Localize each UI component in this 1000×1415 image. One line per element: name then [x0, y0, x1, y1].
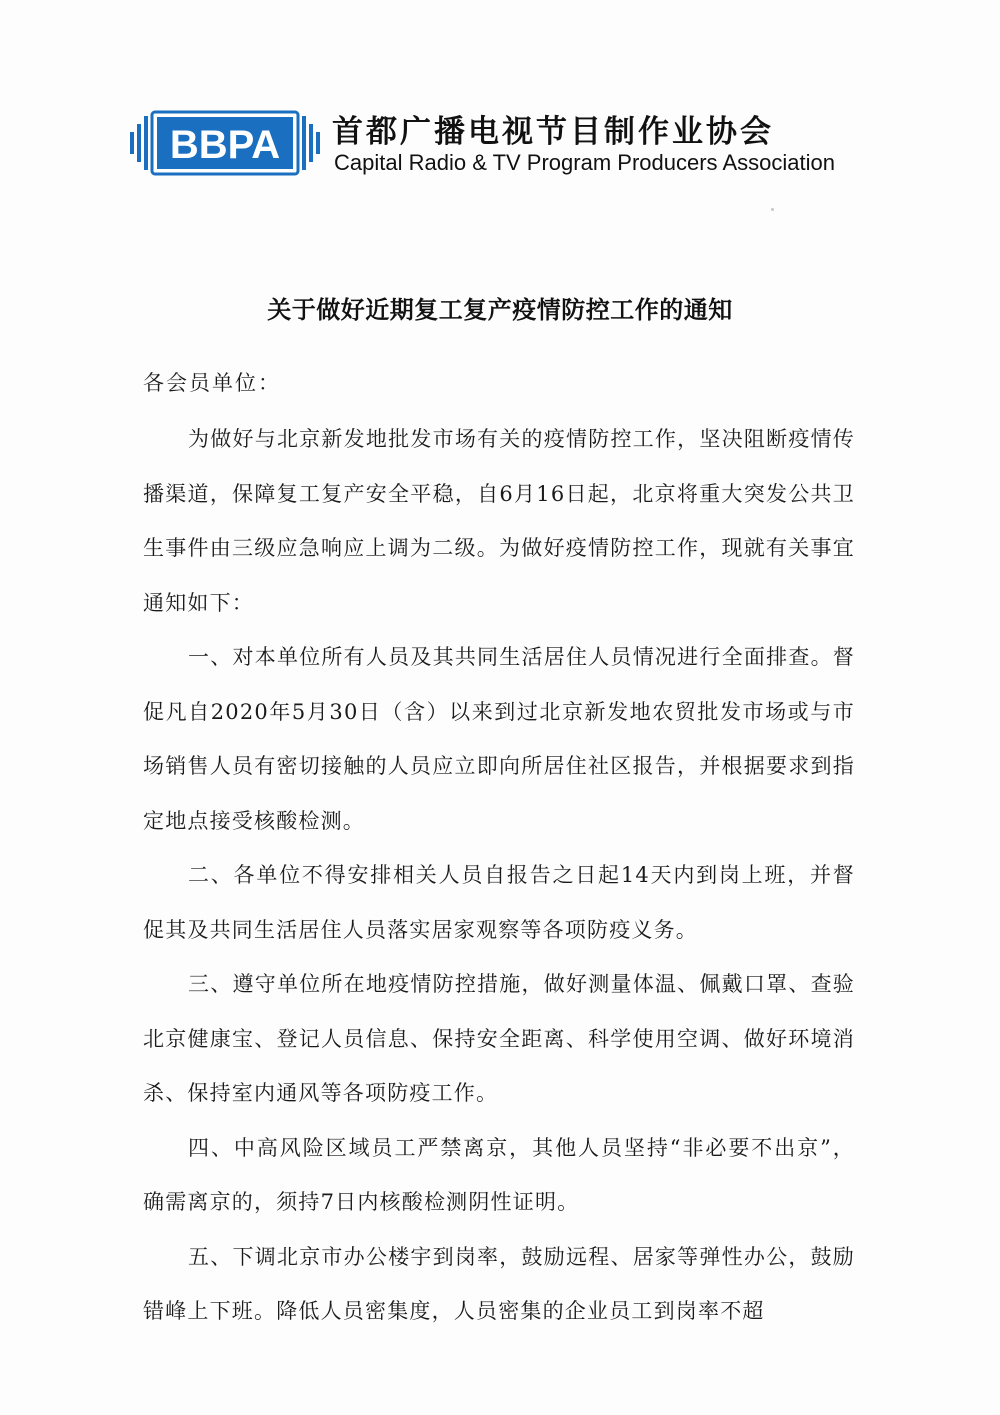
paragraph-item-3: 三、遵守单位所在地疫情防控措施，做好测量体温、佩戴口罩、查验北京健康宝、登记人员信息、保持安全距离、科学使用空调、做好环境消杀、保持室内通风等各项防疫工作。	[143, 972, 855, 1105]
document-title: 关于做好近期复工复产疫情防控工作的通知	[267, 296, 733, 324]
paragraph-item-4: 四、中高风险区域员工严禁离京，其他人员坚持“非必要不出京”，确需离京的，须持7日内核酸检测阴性证明。	[143, 1135, 855, 1214]
paragraph-intro: 为做好与北京新发地批发市场有关的疫情防控工作，坚决阻断疫情传播渠道，保障复工复产安全平稳，自6月16日起，北京将重大突发公共卫生事件由三级应急响应上调为二级。为做好疫情防控工作，现就有关事宜通知如下：	[143, 427, 855, 615]
paragraph-item-1: 一、对本单位所有人员及其共同生活居住人员情况进行全面排查。督促凡自2020年5月30日（含）以来到过北京新发地农贸批发市场或与市场销售人员有密切接触的人员应立即向所居住社区报告，并根据要求到指定地点接受核酸检测。	[143, 645, 855, 833]
letterhead	[130, 100, 850, 190]
org-name-en: Capital Radio & TV Program Producers Association	[334, 150, 835, 175]
scan-speck	[771, 208, 774, 211]
paragraph-item-5: 五、下调北京市办公楼宇到岗率，鼓励远程、居家等弹性办公，鼓励错峰上下班。降低人员密集度，人员密集的企业员工到岗率不超	[143, 1244, 855, 1323]
bbpa-logo	[130, 110, 320, 176]
org-name-cn: 首都广播电视节目制作业协会	[332, 114, 774, 150]
paragraph-item-2: 二、各单位不得安排相关人员自报告之日起14天内到岗上班，并督促其及共同生活居住人员落实居家观察等各项防疫义务。	[143, 863, 855, 942]
salutation: 各会员单位：	[143, 371, 281, 395]
logo-text: BBPA	[169, 123, 281, 167]
document-body	[143, 412, 855, 1339]
